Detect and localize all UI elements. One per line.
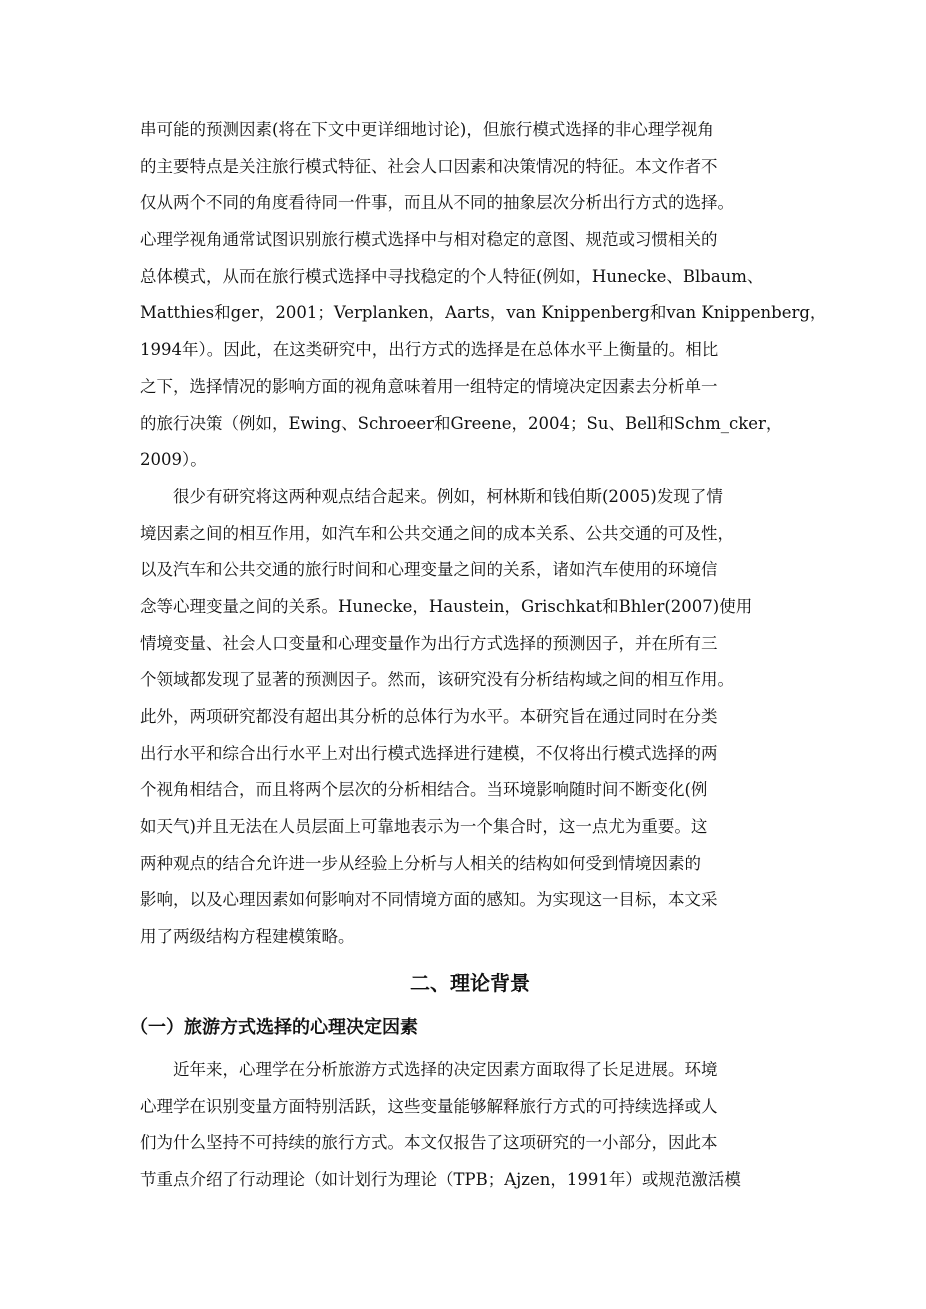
text-line: 们为什么坚持不可持续的旅行方式。本文仅报告了这项研究的一小部分，因此本 [140, 1133, 718, 1153]
text-line: 2009）。 [140, 450, 207, 470]
text-line: Matthies和ger，2001；Verplanken，Aarts，van Knippenberg和van Knippenberg， [140, 303, 827, 323]
text-line: 仅从两个不同的角度看待同一件事，而且从不同的抽象层次分析出行方式的选择。 [140, 193, 734, 213]
text-line: 节重点介绍了行动理论（如计划行为理论（TPB；Ajzen，1991年）或规范激活模 [140, 1169, 741, 1189]
text-line: 串可能的预测因素(将在下文中更详细地讨论)，但旅行模式选择的非心理学视角 [140, 120, 714, 139]
text-line: 念等心理变量之间的关系。Hunecke，Haustein，Grischkat和Bhler(2007)使用 [140, 596, 753, 616]
text-line: 情境变量、社会人口变量和心理变量作为出行方式选择的预测因子，并在所有三 [140, 633, 718, 653]
text-line: 很少有研究将这两种观点结合起来。例如，柯林斯和钱伯斯(2005)发现了情 [173, 486, 723, 506]
text-line: 个领域都发现了显著的预测因子。然而，该研究没有分析结构域之间的相互作用。 [140, 670, 734, 690]
text-line: 如天气)并且无法在人员层面上可靠地表示为一个集合时，这一点尤为重要。这 [140, 817, 708, 837]
text-line: 总体模式，从而在旅行模式选择中寻找稳定的个人特征(例如，Hunecke、Blbaum、 [140, 266, 764, 286]
text-line: 出行水平和综合出行水平上对出行模式选择进行建模，不仅将出行模式选择的两 [140, 743, 718, 763]
text-line: 的主要特点是关注旅行模式特征、社会人口因素和决策情况的特征。本文作者不 [140, 156, 718, 176]
document-body [130, 112, 827, 1199]
text-line: 之下，选择情况的影响方面的视角意味着用一组特定的情境决定因素去分析单一 [140, 376, 718, 396]
text-line: 心理学视角通常试图识别旅行模式选择中与相对稳定的意图、规范或习惯相关的 [140, 230, 718, 250]
paragraph-1 [140, 112, 827, 479]
text-line: 心理学在识别变量方面特别活跃，这些变量能够解释旅行方式的可持续选择或人 [140, 1096, 718, 1116]
text-line: 境因素之间的相互作用，如汽车和公共交通之间的成本关系、公共交通的可及性， [140, 523, 734, 543]
text-line: 用了两级结构方程建模策略。 [140, 927, 355, 947]
section-heading: 二、理论背景 [410, 970, 530, 995]
paragraph-2 [140, 479, 800, 956]
text-line: 影响，以及心理因素如何影响对不同情境方面的感知。为实现这一目标，本文采 [140, 890, 718, 910]
subsection-heading: （一）旅游方式选择的心理决定因素 [130, 1016, 418, 1038]
text-line: 个视角相结合，而且将两个层次的分析相结合。当环境影响随时间不断变化(例 [140, 780, 708, 800]
text-line: 此外，两项研究都没有超出其分析的总体行为水平。本研究旨在通过同时在分类 [140, 707, 718, 726]
text-line: 以及汽车和公共交通的旅行时间和心理变量之间的关系，诸如汽车使用的环境信 [140, 560, 718, 580]
text-line: 1994年）。因此，在这类研究中，出行方式的选择是在总体水平上衡量的。相比 [140, 340, 719, 360]
paragraph-3 [140, 1052, 800, 1199]
text-line: 的旅行决策（例如，Ewing、Schroeer和Greene，2004；Su、Bell和Schm_cker， [140, 413, 783, 433]
text-line: 两种观点的结合允许进一步从经验上分析与人相关的结构如何受到情境因素的 [140, 853, 701, 873]
text-line: 近年来，心理学在分析旅游方式选择的决定因素方面取得了长足进展。环境 [173, 1059, 718, 1079]
